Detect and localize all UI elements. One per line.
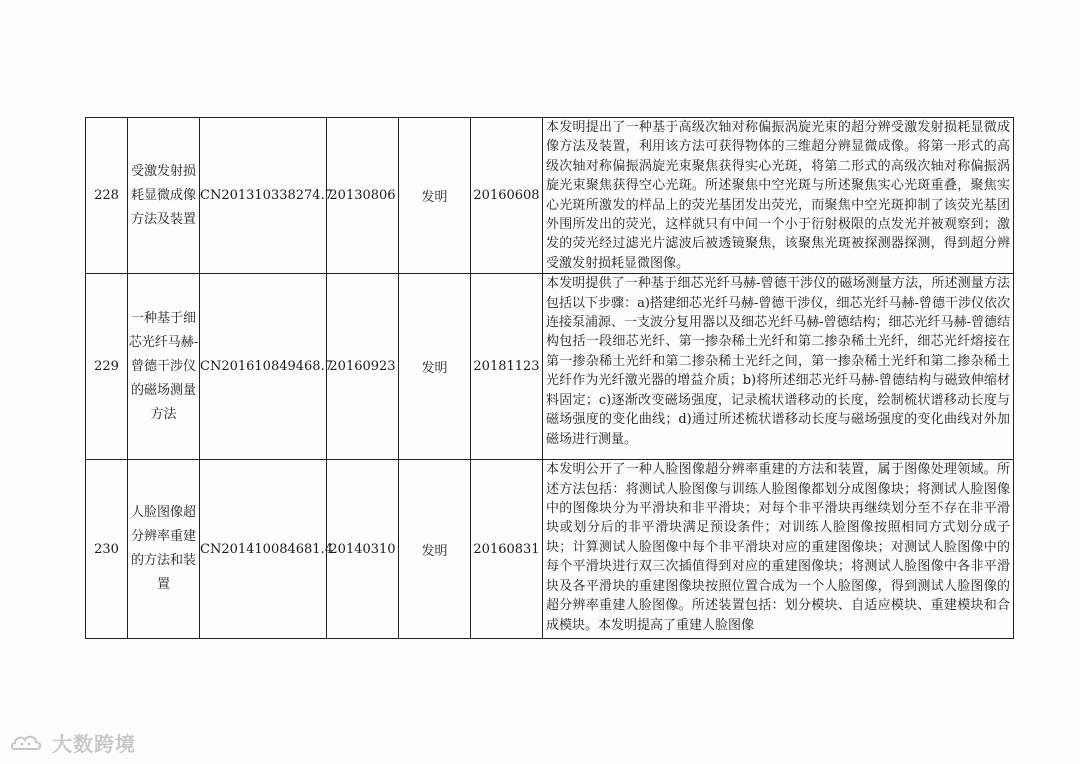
patent-name: 人脸图像超分辨率重建的方法和装置 — [128, 460, 200, 639]
row-index: 228 — [86, 118, 128, 274]
application-date: 20130806 — [327, 118, 399, 274]
watermark — [10, 728, 136, 757]
patent-name: 一种基于细芯光纤马赫-曾德干涉仪的磁场测量方法 — [128, 274, 200, 460]
table-row — [86, 118, 1014, 274]
patent-name: 受激发射损耗显微成像方法及装置 — [128, 118, 200, 274]
patent-type: 发明 — [399, 118, 471, 274]
application-date: 20160923 — [327, 274, 399, 460]
patent-abstract: 本发明公开了一种人脸图像超分辨率重建的方法和装置，属于图像处理领域。所述方法包括：将测试人脸图像与训练人脸图像都划分成图像块；将测试人脸图像中的图像块分为平滑块和非平滑块；对每个非平滑块再继续划分至不存在非平滑块或划分后的非平滑块满足预设条件；对训练人脸图像按照相同方式划分成子块；计算测试人脸图像中每个非平滑块对应的重建图像块；对测试人脸图像中的每个平滑块进行双三次插值得到对应的重建图像块；将测试人脸图像中各非平滑块及各平滑块的重建图像块按照位置合成为一个人脸图像，得到测试人脸图像的超分辨率重建人脸图像。所述装置包括：划分模块、自适应模块、重建模块和合成模块。本发明提高了重建人脸图像 — [543, 460, 1014, 639]
patent-type: 发明 — [399, 274, 471, 460]
patent-table — [85, 117, 1014, 639]
application-number: CN201610849468.7 — [200, 274, 327, 460]
grant-date: 20160608 — [471, 118, 543, 274]
patent-type: 发明 — [399, 460, 471, 639]
patent-abstract: 本发明提出了一种基于高级次轴对称偏振涡旋光束的超分辨受激发射损耗显微成像方法及装置，利用该方法可获得物体的三维超分辨显微成像。将第一形式的高级次轴对称偏振涡旋光束聚焦获得实心光斑，将第二形式的高级次轴对称偏振涡旋光束聚焦获得空心光斑。所述聚焦中空光斑与所述聚焦实心光斑重叠，聚焦实心光斑所激发的样品上的荧光基团发出荧光，而聚焦中空光斑抑制了该荧光基团外围所发出的荧光，这样就只有中间一个小于衍射极限的点发光并被观察到；激发的荧光经过滤光片滤波后被透镜聚焦，该聚焦光斑被探测器探测，得到超分辨受激发射损耗显微图像。 — [543, 118, 1014, 274]
patent-abstract: 本发明提供了一种基于细芯光纤马赫-曾德干涉仪的磁场测量方法，所述测量方法包括以下步骤：a)搭建细芯光纤马赫-曾德干涉仪，细芯光纤马赫-曾德干涉仪依次连接泵浦源、一支波分复用器以及细芯光纤马赫-曾德结构；细芯光纤马赫-曾德结构包括一段细芯光纤、第一掺杂稀土光纤和第二掺杂稀土光纤，细芯光纤熔接在第一掺杂稀土光纤和第二掺杂稀土光纤之间，第一掺杂稀土光纤和第二掺杂稀土光纤作为光纤激光器的增益介质；b)将所述细芯光纤马赫-曾德结构与磁致伸缩材料固定；c)逐渐改变磁场强度，记录梳状谱移动的长度，绘制梳状谱移动长度与磁场强度的变化曲线；d)通过所述梳状谱移动长度与磁场强度的变化曲线对外加磁场进行测量。 — [543, 274, 1014, 460]
application-number: CN201410084681.4 — [200, 460, 327, 639]
row-index: 230 — [86, 460, 128, 639]
watermark-text: 大数跨境 — [52, 732, 136, 756]
application-number: CN201310338274.7 — [200, 118, 327, 274]
grant-date: 20160831 — [471, 460, 543, 639]
cloud-face-logo-icon — [10, 731, 46, 755]
application-date: 20140310 — [327, 460, 399, 639]
table-row — [86, 274, 1014, 460]
row-index: 229 — [86, 274, 128, 460]
table-row — [86, 460, 1014, 639]
grant-date: 20181123 — [471, 274, 543, 460]
